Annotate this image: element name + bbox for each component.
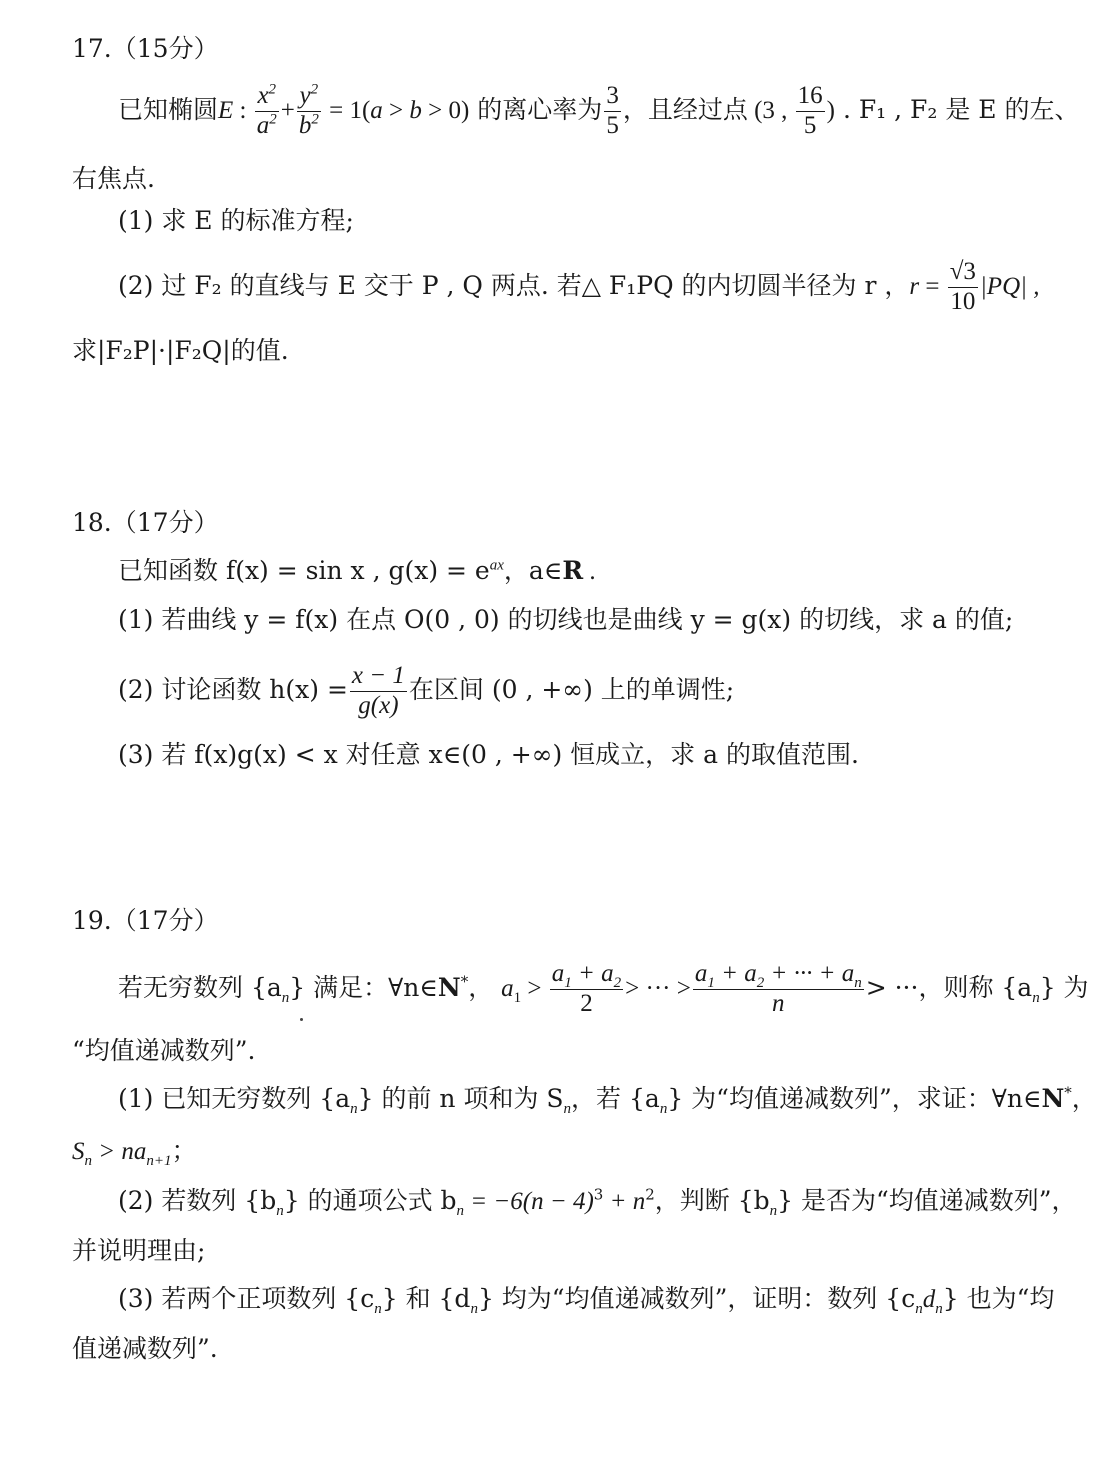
- q19-part3: (3) 若两个正项数列 $\{c_n\}$ 和 $\{d_n\}$ 均为“均值递减数列”，证明：数列 $\{c_nd_n\}$ 也为“均: [118, 1284, 1055, 1317]
- q17-part2: (2) 过 F₂ 的直线与 E 交于 P , Q 两点. 若△ F₁PQ 的内切圆半径为 r ，r = $\frac{√3}{10}$ |PQ| ,: [118, 258, 1040, 315]
- q19-part1: (1) 已知无穷数列 $\{a_n\}$ 的前 n 项和为 $S_n$，若 $\{a_n\}$ 为“均值递减数列”，求证：∀n∈N*，: [118, 1083, 1097, 1117]
- q19-part1-cont: $S_n > na_{n+1}$；: [72, 1136, 197, 1169]
- q19-stem: 若无穷数列 $\{a_n\}$ 满足：∀n∈N*， $a_1$ > $\frac{a_1 + a_2}{2}$ > ··· > $\frac{a_1 + a_2 + \cdot\cdot\cdot + a_n}{n}$ > ···，则称 $\{a_n\}$ 为: [118, 960, 1089, 1017]
- q17-part2-cont: 求|F₂P|·|F₂Q|的值.: [72, 336, 289, 365]
- q17-stem-cont: 右焦点.: [72, 164, 155, 193]
- q19-part3-cont: 值递减数列”.: [72, 1334, 218, 1363]
- frac-x2-a2: $\frac{x^2}{a^2}$: [256, 81, 277, 139]
- q17-part1: (1) 求 E 的标准方程;: [118, 206, 354, 235]
- frac-16-5: $\frac{16}{5}$: [797, 82, 823, 139]
- q19-part2-cont: 并说明理由;: [72, 1236, 206, 1265]
- frac-sum-n: $\frac{a_1 + a_2 + \cdot\cdot\cdot + a_n}{n}$: [694, 960, 862, 1017]
- q18-part2: (2) 讨论函数 h(x) = $\frac{x - 1}{g(x)}$ 在区间 (0 , +∞) 上的单调性;: [118, 662, 735, 719]
- q18-part3: (3) 若 f(x)g(x) < x 对任意 x∈(0 , +∞) 恒成立，求 a 的取值范围.: [118, 740, 859, 769]
- q19-part2: (2) 若数列 $\{b_n\}$ 的通项公式 $b_n = -6(n - 4)^3 + n^2$，判断 $\{b_n\}$ 是否为“均值递减数列”，: [118, 1185, 1077, 1219]
- q17-stem: 已知椭圆E : $\frac{x^2}{a^2}$ + $\frac{y^2}{b^2}$ = 1(a > b > 0) 的离心率为 $\frac{3}{5}$ ，且经过点 (3 , $\frac{16}{5}$ ) . F₁ , F₂ 是 E 的左、: [118, 81, 1080, 139]
- stray-dot: [300, 1018, 303, 1021]
- frac-a1a2-2: $\frac{a_1 + a_2}{2}$: [551, 960, 622, 1017]
- q19-header: 19.（17分）: [72, 906, 219, 935]
- q18-header: 18.（17分）: [72, 508, 219, 537]
- q17-header: 17.（15分）: [72, 34, 219, 63]
- frac-sqrt3-10: $\frac{√3}{10}$: [949, 258, 976, 315]
- frac-3-5: $\frac{3}{5}$: [606, 82, 619, 139]
- frac-x-1-gx: $\frac{x - 1}{g(x)}$: [351, 662, 405, 719]
- frac-y2-b2: $\frac{y^2}{b^2}$: [298, 81, 319, 139]
- q18-stem: 已知函数 f(x) = sin x , $g(x) = e^{ax}$，a∈R .: [118, 556, 596, 585]
- q19-stem-cont: “均值递减数列”.: [72, 1036, 256, 1065]
- q18-part1: (1) 若曲线 y = f(x) 在点 O(0 , 0) 的切线也是曲线 y = g(x) 的切线，求 a 的值;: [118, 605, 1014, 634]
